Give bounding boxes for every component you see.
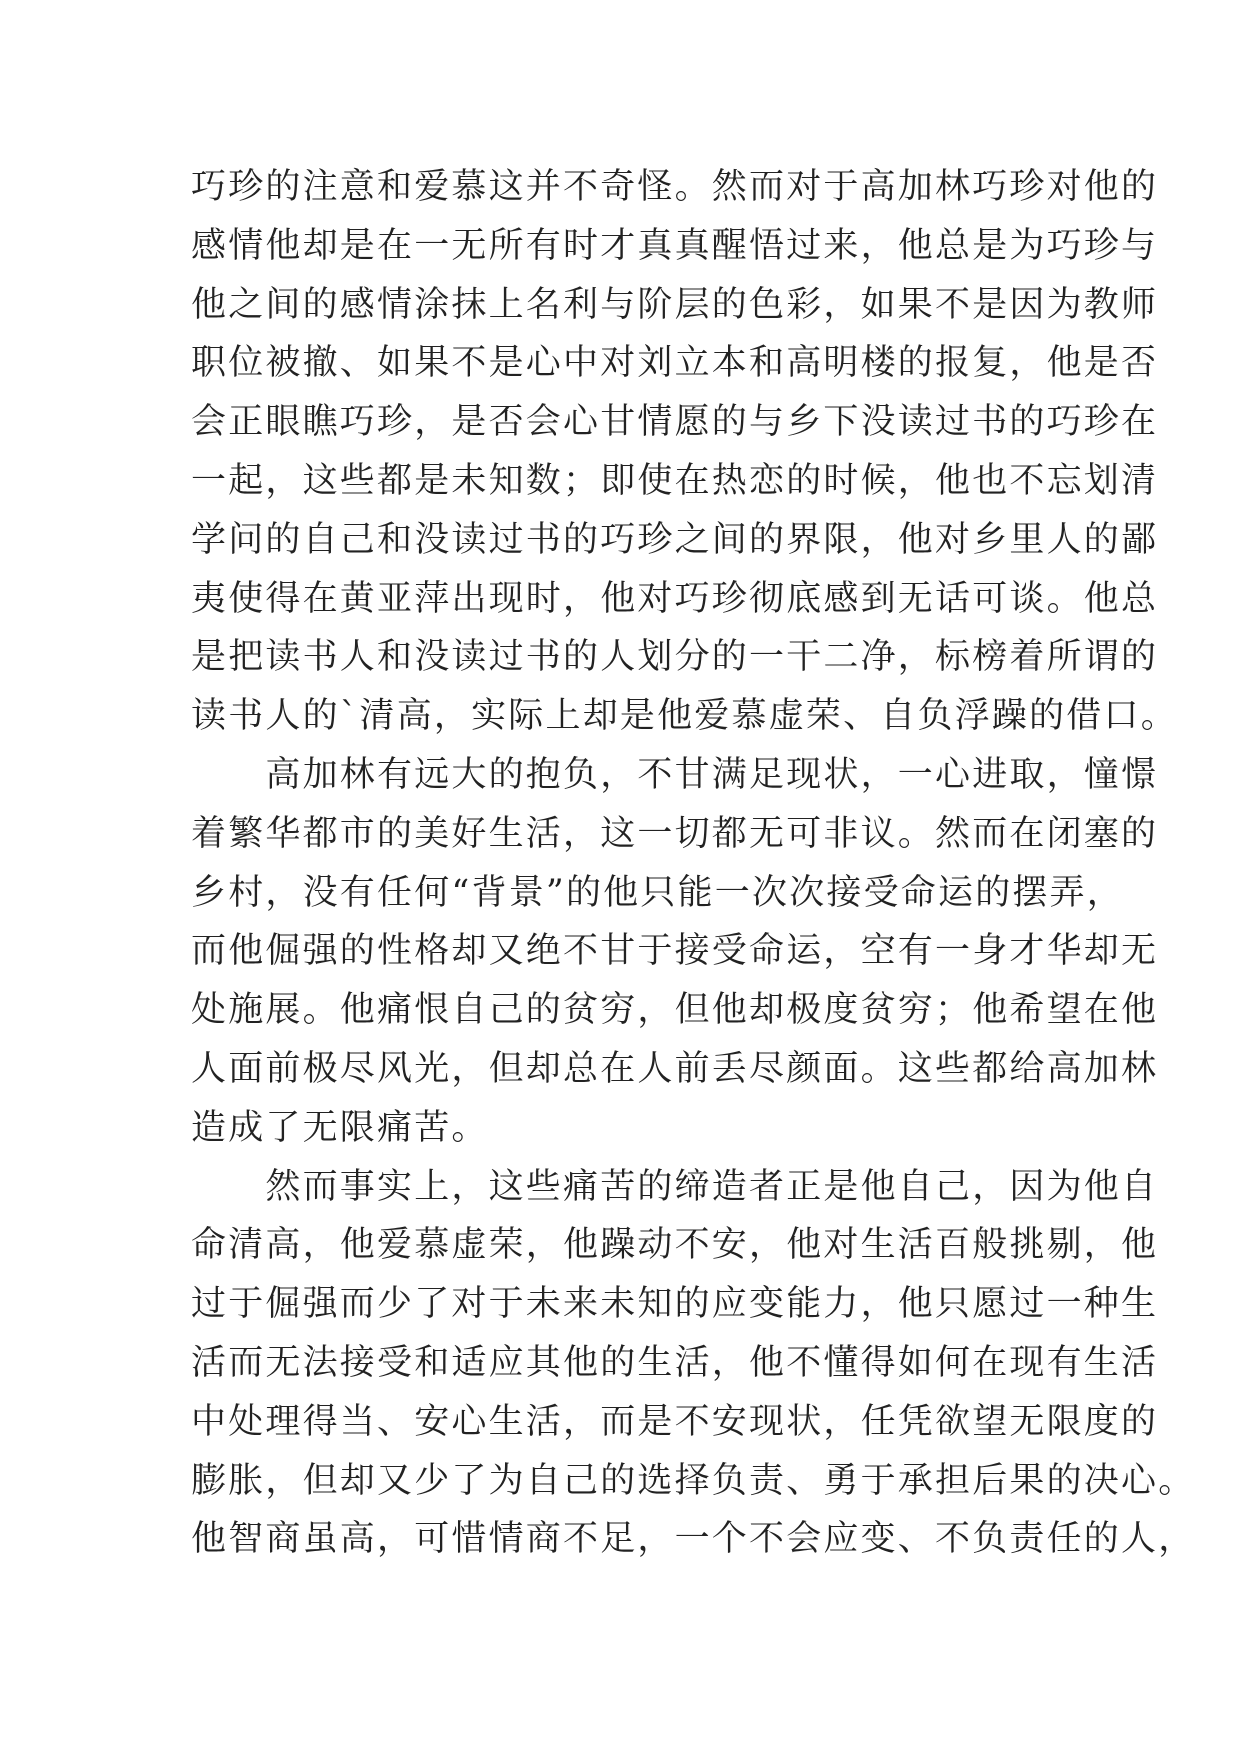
text-line: 活而无法接受和适应其他的生活，他不懂得如何在现有生活 <box>191 1342 1159 1383</box>
body-text <box>191 158 1196 1569</box>
text-line: 是把读书人和没读过书的人划分的一干二净，标榜着所谓的 <box>191 637 1159 678</box>
text-line: 处施展。他痛恨自己的贫穷，但他却极度贫穷；他希望在他 <box>191 990 1159 1031</box>
paragraph-start-line: 高加林有远大的抱负，不甘满足现状，一心进取，憧憬 <box>191 754 1159 795</box>
text-line: 巧珍的注意和爱慕这并不奇怪。然而对于高加林巧珍对他的 <box>191 167 1159 207</box>
text-line: 会正眼瞧巧珍，是否会心甘情愿的与乡下没读过书的巧珍在 <box>191 402 1159 443</box>
text-line: 造成了无限痛苦。 <box>191 1107 489 1148</box>
paragraph-start-line: 然而事实上，这些痛苦的缔造者正是他自己，因为他自 <box>191 1166 1159 1207</box>
text-line: 而他倔强的性格却又绝不甘于接受命运，空有一身才华却无 <box>191 931 1159 972</box>
text-line: 感情他却是在一无所有时才真真醒悟过来，他总是为巧珍与 <box>191 225 1159 266</box>
text-line: 过于倔强而少了对于未来未知的应变能力，他只愿过一种生 <box>191 1284 1159 1325</box>
text-line: 读书人的`清高，实际上却是他爱慕虚荣、自负浮躁的借口。 <box>191 696 1178 737</box>
text-line: 乡村，没有任何“背景”的他只能一次次接受命运的摆弄， <box>191 872 1124 913</box>
text-line: 着繁华都市的美好生活，这一切都无可非议。然而在闭塞的 <box>191 813 1159 854</box>
text-line: 中处理得当、安心生活，而是不安现状，任凭欲望无限度的 <box>191 1401 1159 1442</box>
text-line: 人面前极尽风光，但却总在人前丢尽颜面。这些都给高加林 <box>191 1048 1159 1089</box>
text-line: 学问的自己和没读过书的巧珍之间的界限，他对乡里人的鄙 <box>191 519 1159 560</box>
text-line: 命清高，他爱慕虚荣，他躁动不安，他对生活百般挑剔，他 <box>191 1225 1159 1266</box>
text-line: 职位被撤、如果不是心中对刘立本和高明楼的报复，他是否 <box>191 343 1159 384</box>
text-line: 一起，这些都是未知数；即使在热恋的时候，他也不忘划清 <box>191 460 1159 501</box>
text-line: 他智商虽高，可惜情商不足，一个不会应变、不负责任的人， <box>191 1519 1196 1560</box>
text-line: 夷使得在黄亚萍出现时，他对巧珍彻底感到无话可谈。他总 <box>191 578 1159 619</box>
text-line: 他之间的感情涂抹上名利与阶层的色彩，如果不是因为教师 <box>191 284 1159 325</box>
text-line: 膨胀，但却又少了为自己的选择负责、勇于承担后果的决心。 <box>191 1460 1196 1501</box>
